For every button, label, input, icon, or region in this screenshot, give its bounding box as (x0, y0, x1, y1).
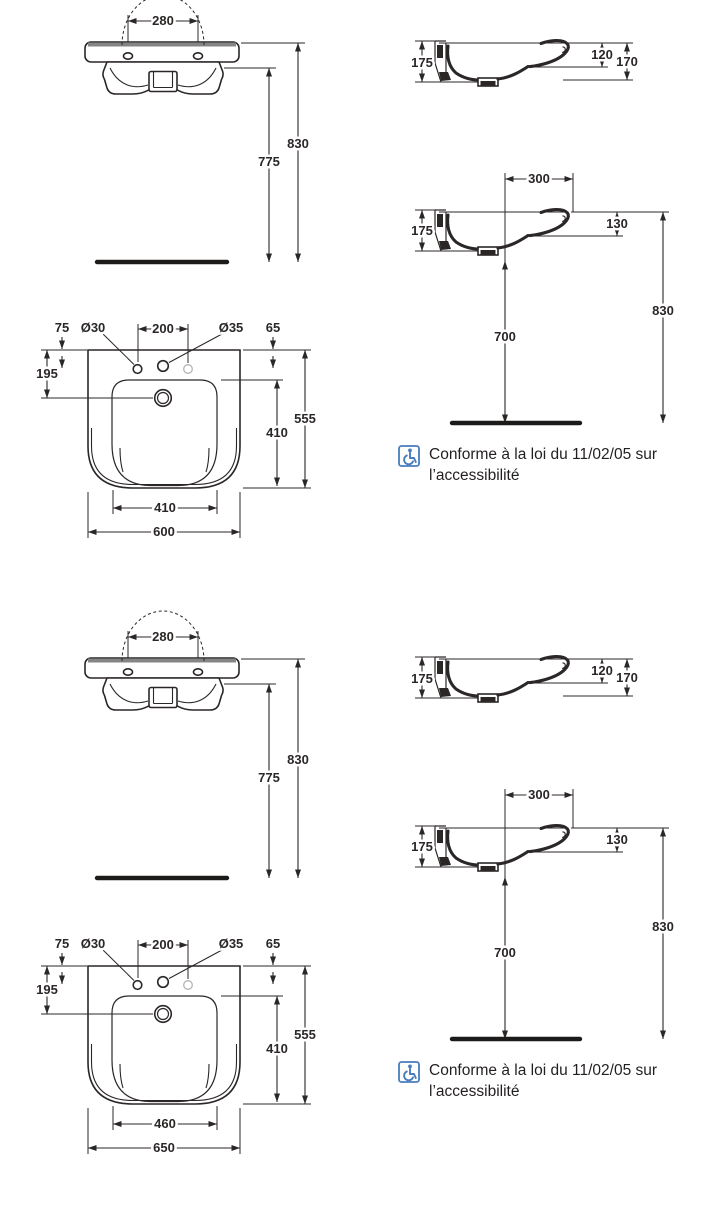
dim-label-back-offset: 75 (54, 320, 70, 335)
dim-label-total-depth: 555 (294, 411, 316, 426)
basin-plan-outline (88, 966, 240, 1104)
accessibility-note-text (429, 1060, 657, 1102)
wheelchair-accessibility-icon (398, 1061, 420, 1083)
tap-hole-center (158, 977, 169, 988)
side-section-upper-drawing (395, 641, 695, 746)
dim-label-total-width: 600 (153, 524, 175, 539)
tap-hole-left (133, 365, 142, 374)
dim-label-front-outer: 170 (616, 670, 638, 685)
dim-label-front-inner: 120 (591, 663, 613, 678)
accessibility-note-line1: Conforme à la loi du 11/02/05 sur (429, 1062, 658, 1079)
basin-rear-outline (85, 611, 239, 710)
plan-view-drawing (25, 300, 325, 550)
dim-label-height-top: 830 (287, 752, 309, 767)
accessibility-note (398, 1060, 657, 1102)
rear-view-drawing (60, 8, 310, 270)
side-section-upper-drawing (395, 25, 695, 130)
dim-label-bowl-depth: 410 (266, 425, 288, 440)
wheelchair-accessibility-icon (398, 445, 420, 467)
dim-label-hole-spacing: 200 (152, 937, 174, 952)
basin-section (435, 657, 568, 703)
accessibility-note-text (429, 444, 657, 486)
dim-label-front-offset: 65 (265, 320, 281, 335)
dim-label-height-underside: 775 (258, 770, 280, 785)
dim-label-hole-left-diameter: Ø30 (80, 320, 106, 335)
dim-label-bowl-width: 410 (154, 500, 176, 515)
dim-label-front-offset: 300 (528, 171, 550, 186)
basin-plan-outline (88, 350, 240, 488)
dim-label-hole-spacing: 280 (152, 13, 174, 28)
dim-label-bowl-width: 460 (154, 1116, 176, 1131)
fixing-hole-right (194, 669, 203, 675)
accessibility-note-line2: l’accessibilité (429, 467, 520, 484)
accessibility-note (398, 444, 657, 486)
drawing-set (0, 616, 720, 1232)
section-dimensions (415, 789, 669, 1039)
dim-label-depth: 175 (411, 671, 433, 686)
dim-label-height-top: 830 (652, 303, 674, 318)
dim-label-hole-left-diameter: Ø30 (80, 936, 106, 951)
height-dimensions (224, 43, 305, 262)
dim-label-front-outer: 170 (616, 54, 638, 69)
basin-section (435, 210, 568, 256)
basin-section (435, 826, 568, 872)
fixing-hole-left (124, 53, 133, 59)
dim-label-clearance: 700 (494, 329, 516, 344)
plan-view-drawing (25, 916, 325, 1166)
side-section-lower-drawing (395, 165, 695, 445)
dim-label-depth: 175 (411, 223, 433, 238)
section-dimensions (415, 173, 669, 423)
dim-label-clearance: 700 (494, 945, 516, 960)
side-section-lower-drawing (395, 781, 695, 1061)
tap-hole-center (158, 361, 169, 372)
dim-label-apron-height: 130 (606, 216, 628, 231)
dim-label-hole-spacing: 200 (152, 321, 174, 336)
dim-label-height-underside: 775 (258, 154, 280, 169)
dim-label-bowl-depth: 410 (266, 1041, 288, 1056)
dim-label-height-top: 830 (652, 919, 674, 934)
dim-label-back-offset: 75 (54, 936, 70, 951)
tap-hole-right-optional (184, 981, 193, 990)
dim-label-depth: 175 (411, 839, 433, 854)
dim-label-height-top: 830 (287, 136, 309, 151)
rear-view-drawing (60, 624, 310, 886)
fixing-hole-right (194, 53, 203, 59)
dim-label-front-inner: 120 (591, 47, 613, 62)
dim-label-front-offset: 300 (528, 787, 550, 802)
dim-label-depth: 175 (411, 55, 433, 70)
dim-label-hole-center-diameter: Ø35 (218, 936, 244, 951)
dim-label-hole-spacing: 280 (152, 629, 174, 644)
height-dimensions (224, 659, 305, 878)
dim-label-drain-offset: 195 (36, 982, 58, 997)
dim-label-drain-offset: 195 (36, 366, 58, 381)
fixing-hole-left (124, 669, 133, 675)
basin-section (435, 41, 568, 87)
dim-label-total-depth: 555 (294, 1027, 316, 1042)
dim-label-hole-center-diameter: Ø35 (218, 320, 244, 335)
dim-label-front-offset: 65 (265, 936, 281, 951)
dim-label-total-width: 650 (153, 1140, 175, 1155)
tap-hole-right-optional (184, 365, 193, 374)
accessibility-note-line1: Conforme à la loi du 11/02/05 sur (429, 446, 658, 463)
tap-hole-left (133, 981, 142, 990)
accessibility-note-line2: l’accessibilité (429, 1083, 520, 1100)
dim-label-apron-height: 130 (606, 832, 628, 847)
